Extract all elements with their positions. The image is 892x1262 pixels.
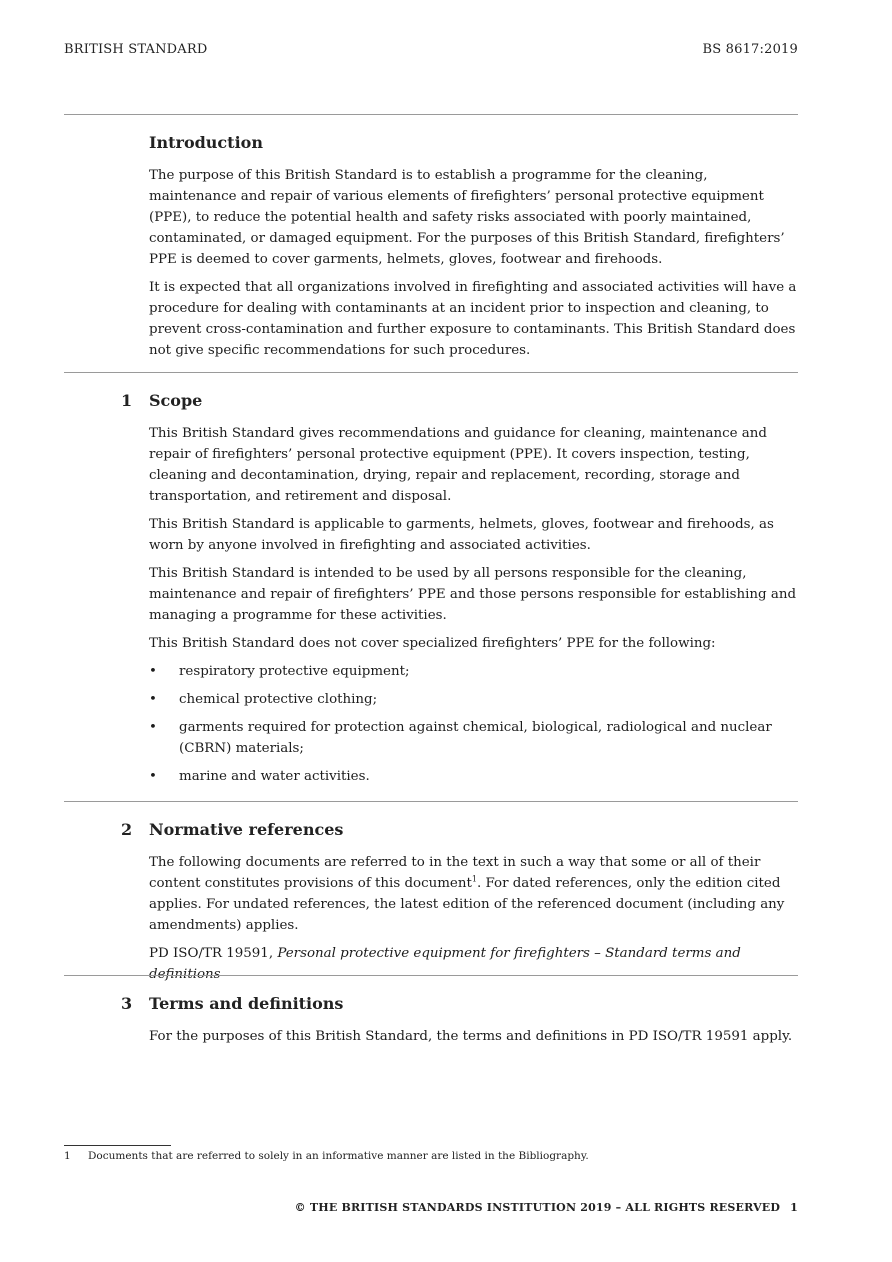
bullet-marker: • <box>149 692 157 707</box>
paragraph: For the purposes of this British Standard, the terms and definitions in PD ISO/TR 19591 apply. <box>149 1029 793 1044</box>
footnote-reference[interactable]: 1 <box>471 874 477 884</box>
list-item <box>149 661 798 682</box>
section-title: Scope <box>149 391 203 410</box>
section-divider <box>64 372 798 373</box>
paragraph: The purpose of this British Standard is to establish a programme for the cleaning, maintenance and repair of various elements of firefighters’ personal protective equipment (PPE), to reduce the potential health and safety risks associated with poorly maintained, contaminated, or damaged equipment. For the purposes of this British Standard, firefighters’ PPE is deemed to cover garments, helmets, gloves, footwear and firehoods. <box>149 168 785 267</box>
section-divider <box>64 975 798 976</box>
list-item-text: chemical protective clothing; <box>179 692 378 707</box>
paragraph-text: . For dated references, only the edition cited applies. For undated references, the latest edition of the referenced document (including any amendments) applies. <box>149 876 785 933</box>
bullet-marker: • <box>149 769 157 784</box>
normative-references-section <box>64 820 798 992</box>
bullet-marker: • <box>149 664 157 679</box>
bullet-marker: • <box>149 720 157 735</box>
section-title: Normative references <box>149 820 344 839</box>
scope-body <box>149 423 798 787</box>
reference-code: PD ISO/TR 19591, <box>149 946 278 961</box>
normative-references-body <box>149 852 798 985</box>
page-footer <box>64 1201 798 1214</box>
section-title: Terms and definitions <box>149 994 344 1013</box>
header-standard-type: BRITISH STANDARD <box>64 42 208 57</box>
section-divider <box>64 114 798 115</box>
terms-section <box>64 994 798 1054</box>
list-item <box>149 766 798 787</box>
footnote-divider <box>64 1145 171 1146</box>
paragraph <box>149 852 798 936</box>
normative-reference-entry <box>149 943 798 985</box>
footnote-number: 1 <box>64 1150 71 1162</box>
introduction-section <box>64 133 798 368</box>
footnote <box>64 1150 798 1162</box>
scope-heading <box>64 391 798 413</box>
paragraph: This British Standard gives recommendations and guidance for cleaning, maintenance and repair of firefighters’ personal protective equipment (PPE). It covers inspection, testing, cleaning and decontamination, drying, repair and replacement, recording, storage and transportation, and retirement and disposal. <box>149 426 767 504</box>
reference-title: Personal protective equipment for firefighters – Standard terms and definitions <box>149 946 741 982</box>
introduction-body <box>149 165 798 361</box>
running-header <box>64 42 798 57</box>
section-number: 3 <box>121 994 133 1013</box>
list-item-text: garments required for protection against chemical, biological, radiological and nuclear (CBRN) materials; <box>179 720 772 756</box>
list-item <box>149 689 798 710</box>
list-item-text: marine and water activities. <box>179 769 370 784</box>
exclusion-list <box>149 661 798 787</box>
paragraph: This British Standard is applicable to garments, helmets, gloves, footwear and firehoods, as worn by anyone involved in firefighting and associated activities. <box>149 517 774 553</box>
section-divider <box>64 801 798 802</box>
section-number: 1 <box>121 391 133 410</box>
introduction-heading <box>64 133 798 155</box>
list-item-text: respiratory protective equipment; <box>179 664 410 679</box>
scope-section <box>64 391 798 794</box>
header-standard-number: BS 8617:2019 <box>702 42 798 57</box>
terms-heading <box>64 994 798 1016</box>
normative-references-heading <box>64 820 798 842</box>
list-item <box>149 717 798 759</box>
section-number: 2 <box>121 820 133 839</box>
page-number: 1 <box>790 1201 798 1214</box>
paragraph: This British Standard does not cover specialized firefighters’ PPE for the following: <box>149 636 716 651</box>
paragraph: This British Standard is intended to be used by all persons responsible for the cleaning, maintenance and repair of firefighters’ PPE and those persons responsible for establishing and managing a programme for these activities. <box>149 566 797 623</box>
terms-body <box>149 1026 798 1047</box>
copyright-notice: © THE BRITISH STANDARDS INSTITUTION 2019 – ALL RIGHTS RESERVED <box>294 1201 781 1214</box>
paragraph: It is expected that all organizations involved in firefighting and associated activities will have a procedure for dealing with contaminants at an incident prior to inspection and cleaning, to prevent cross-contamination and further exposure to contaminants. This British Standard does not give specific recommendations for such procedures. <box>149 280 797 358</box>
section-title: Introduction <box>149 133 263 152</box>
paragraph-text: The following documents are referred to in the text in such a way that some or all of their content constitutes provisions of this document <box>149 855 761 891</box>
footnote-text: Documents that are referred to solely in an informative manner are listed in the Bibliography. <box>88 1150 589 1162</box>
